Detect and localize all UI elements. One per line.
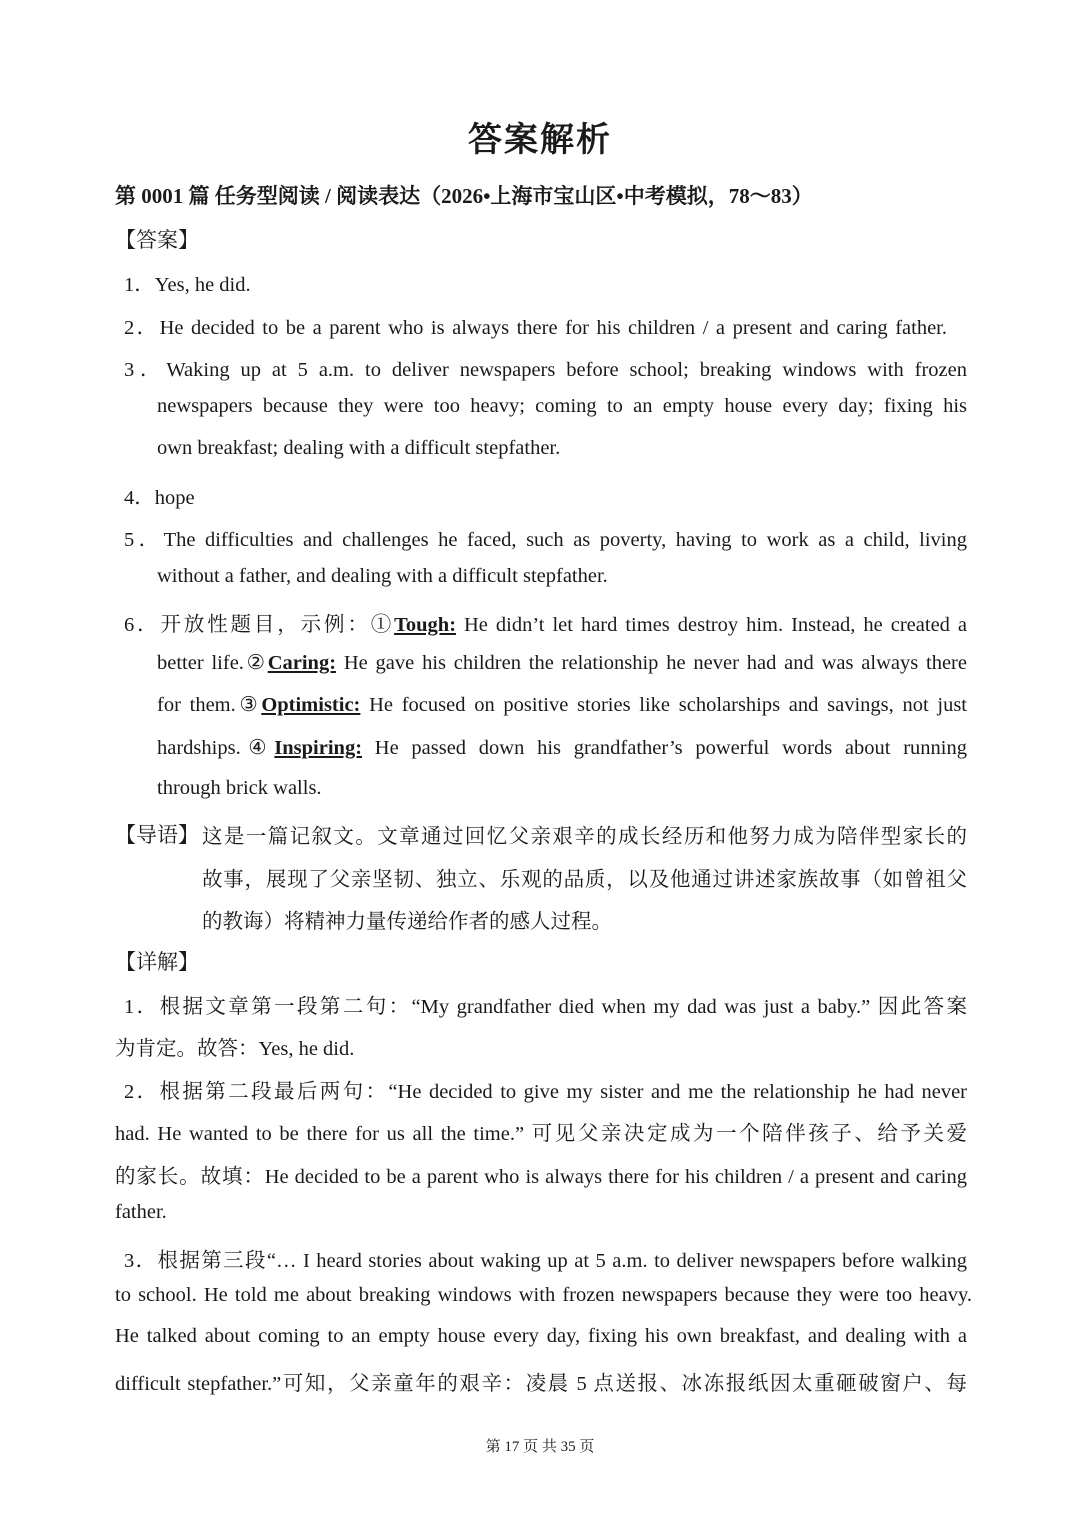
intro-line-1: 这是一篇记叙文。文章通过回忆父亲艰辛的成长经历和他努力成为陪伴型家长的	[202, 826, 967, 848]
answer-tag: 【答案】	[115, 228, 199, 252]
intro-line-3: 的教诲）将精神力量传递给作者的感人过程。	[202, 911, 612, 933]
answer-6-line-1-rest: He didn’t let hard times destroy him. Instead, he created a	[456, 614, 967, 636]
detail-3-line-4: difficult stepfather.”可知，父亲童年的艰辛：凌晨 5 点送报、冰冻报纸因太重砸破窗户、每	[115, 1373, 967, 1395]
answer-6-line-2-lead: better life.②	[157, 652, 268, 674]
answer-1: 1．Yes, he did.	[124, 274, 251, 296]
answer-4: 4．hope	[124, 487, 195, 509]
detail-2-line-2: had. He wanted to be there for us all the time.” 可见父亲决定成为一个陪伴孩子、给予关爱	[115, 1123, 967, 1145]
answer-6-line-2-rest: He gave his children the relationship he never had and was always there	[336, 652, 967, 674]
answer-3-line-2: newspapers because they were too heavy; coming to an empty house every day; fixing his	[157, 395, 967, 417]
keyword-inspiring: Inspiring:	[274, 737, 363, 759]
detail-3-line-2: to school. He told me about breaking windows with frozen newspapers because they were too heavy.	[115, 1284, 972, 1306]
detail-3-line-3: He talked about coming to an empty house every day, fixing his own breakfast, and dealing with a	[115, 1325, 967, 1347]
answer-6-line-1	[124, 607, 967, 637]
answer-6-line-3	[157, 692, 967, 717]
answer-6-line-3-rest: He focused on positive stories like scholarships and savings, not just	[360, 694, 968, 716]
section-heading: 第 0001 篇 任务型阅读 / 阅读表达（2026•上海市宝山区•中考模拟，78～83）	[115, 184, 813, 208]
answer-3-line-3: own breakfast; dealing with a difficult stepfather.	[157, 437, 561, 459]
keyword-caring: Caring:	[267, 652, 337, 674]
answer-3-line-1: 3．Waking up at 5 a.m. to deliver newspapers before school; breaking windows with frozen	[124, 359, 967, 381]
keyword-optimistic: Optimistic:	[261, 694, 361, 716]
answer-6-line-4	[157, 735, 967, 760]
detail-2-line-3: 的家长。故填：He decided to be a parent who is always there for his children / a present and caring	[115, 1166, 967, 1188]
intro-line-2: 故事，展现了父亲坚韧、独立、乐观的品质，以及他通过讲述家族故事（如曾祖父	[202, 869, 967, 891]
detail-3-line-1: 3．根据第三段“… I heard stories about waking up at 5 a.m. to deliver newspapers before walking	[124, 1250, 967, 1272]
answer-6-line-5: through brick walls.	[157, 777, 322, 799]
answer-5-line-1: 5．The difficulties and challenges he faced, such as poverty, having to work as a child, living	[124, 529, 967, 551]
detail-tag: 【详解】	[115, 950, 199, 974]
answer-6-line-4-rest: He passed down his grandfather’s powerful words about running	[362, 737, 967, 759]
page-title: 答案解析	[468, 120, 612, 160]
detail-2-line-1: 2．根据第二段最后两句：“He decided to give my sister and me the relationship he had never	[124, 1081, 967, 1103]
answer-5-line-2: without a father, and dealing with a difficult stepfather.	[157, 565, 608, 587]
detail-2-line-4: father.	[115, 1201, 167, 1223]
answer-6-line-3-lead: for them.③	[157, 694, 262, 716]
answer-6-line-4-lead: hardships.④	[157, 737, 275, 759]
answer-6-line-2	[157, 650, 967, 675]
detail-1-line-1: 1．根据文章第一段第二句：“My grandfather died when my dad was just a baby.” 因此答案	[124, 996, 967, 1018]
answer-2: 2．He decided to be a parent who is always there for his children / a present and caring father.	[124, 317, 947, 339]
answer-6-line-1-lead: 6．开放性题目，示例：①	[124, 614, 395, 636]
keyword-tough: Tough:	[394, 614, 457, 636]
detail-1-line-2: 为肯定。故答：Yes, he did.	[115, 1038, 355, 1060]
page-footer: 第 17 页 共 35 页	[485, 1439, 595, 1455]
intro-tag: 【导语】	[115, 823, 199, 847]
